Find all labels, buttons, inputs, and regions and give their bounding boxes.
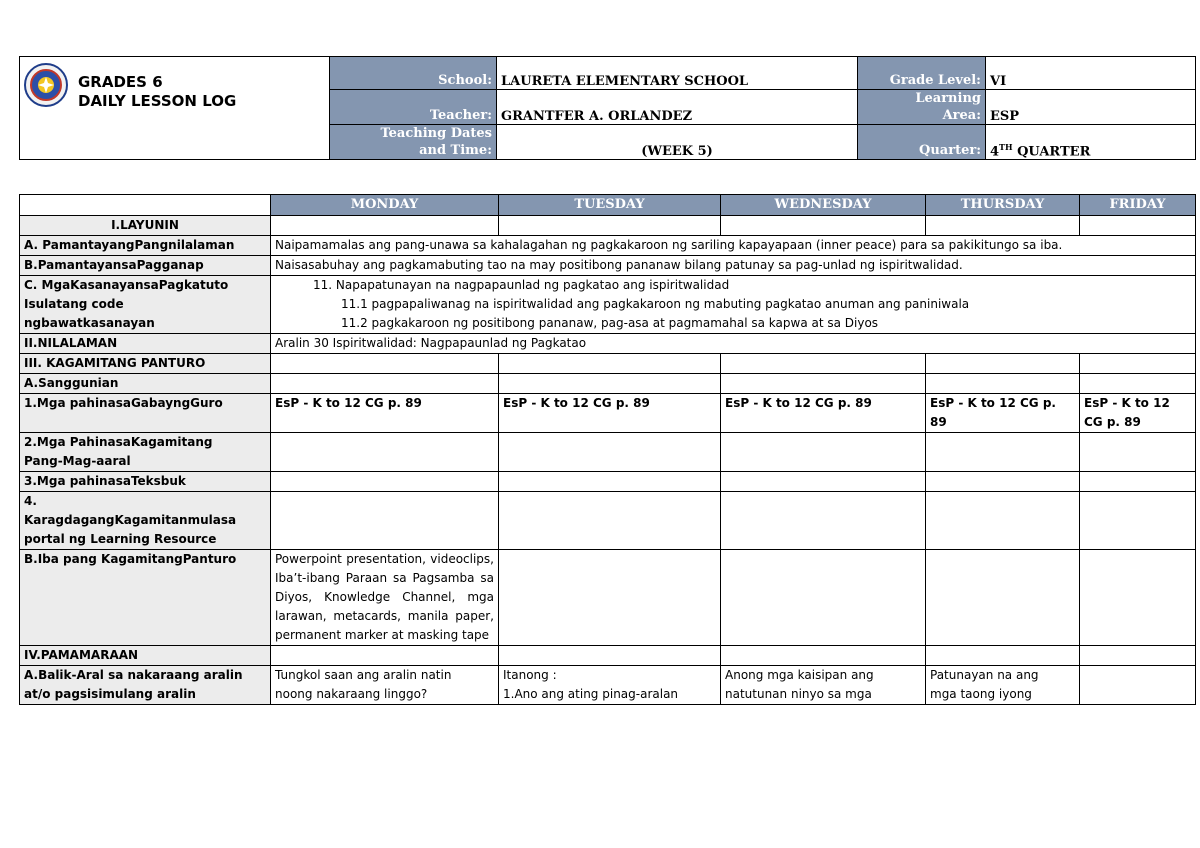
teksbuk-label: 3.Mga pahinasaTeksbuk xyxy=(20,472,271,492)
gabay-guro-thursday: EsP - K to 12 CG p. 89 xyxy=(926,394,1080,433)
grade-level-label: Grade Level: xyxy=(858,57,986,90)
kagamitan-cell xyxy=(499,354,721,374)
sanggunian-cell xyxy=(926,374,1080,394)
karagdagang-cell xyxy=(926,492,1080,550)
balik-aral-wednesday xyxy=(721,666,926,705)
teksbuk-cell xyxy=(499,472,721,492)
teacher-value: GRANTFER A. ORLANDEZ xyxy=(497,90,858,125)
kasanayan-label-line2: Isulatang code xyxy=(24,297,124,311)
iba-pang-kagamitan-cell xyxy=(1080,550,1196,646)
pamamaraan-label: IV.PAMAMARAAN xyxy=(20,646,271,666)
pagganap-label: B.PamantayansaPagganap xyxy=(20,256,271,276)
pang-mag-aaral-row xyxy=(20,433,1196,472)
iba-pang-kagamitan-row xyxy=(20,550,1196,646)
karagdagang-cell xyxy=(1080,492,1196,550)
quarter-text: QUARTER xyxy=(1012,144,1091,159)
pagganap-row xyxy=(20,256,1196,276)
gabay-guro-tuesday: EsP - K to 12 CG p. 89 xyxy=(499,394,721,433)
grade-level-value: VI xyxy=(986,57,1196,90)
kagamitan-row xyxy=(20,354,1196,374)
day-wednesday: WEDNESDAY xyxy=(721,195,926,216)
kagamitan-label: III. KAGAMITANG PANTURO xyxy=(20,354,271,374)
day-friday: FRIDAY xyxy=(1080,195,1196,216)
teksbuk-cell xyxy=(271,472,499,492)
pang-mag-aaral-cell xyxy=(271,433,499,472)
learning-area-label-line1: Learning xyxy=(915,91,981,106)
kagamitan-cell xyxy=(271,354,499,374)
sanggunian-cell xyxy=(1080,374,1196,394)
school-label: School: xyxy=(330,57,497,90)
pang-mag-aaral-label-line2: Pang-Mag-aaral xyxy=(24,454,131,468)
balik-aral-tuesday-line1: Itanong : xyxy=(503,668,557,682)
karagdagang-cell xyxy=(721,492,926,550)
karagdagang-row xyxy=(20,492,1196,550)
layunin-cell xyxy=(499,216,721,236)
balik-aral-row xyxy=(20,666,1196,705)
iba-pang-kagamitan-cell xyxy=(926,550,1080,646)
gabay-guro-monday: EsP - K to 12 CG p. 89 xyxy=(271,394,499,433)
balik-aral-tuesday-line2: 1.Ano ang ating pinag-aralan xyxy=(503,687,679,701)
teaching-dates-label xyxy=(330,125,497,160)
layunin-cell xyxy=(1080,216,1196,236)
pagganap-value: Naisasabuhay ang pagkamabuting tao na may positibong pananaw bilang patunay sa pag-unlad ng ispiritwalidad. xyxy=(271,256,1196,276)
day-tuesday: TUESDAY xyxy=(499,195,721,216)
balik-aral-friday xyxy=(1080,666,1196,705)
title-grade: GRADES 6 xyxy=(78,73,163,91)
teksbuk-row xyxy=(20,472,1196,492)
document-title xyxy=(78,73,236,111)
pang-mag-aaral-cell xyxy=(721,433,926,472)
pamantayang-value: Naipamamalas ang pang-unawa sa kahalagahan ng pagkakaroon ng sariling kapayapaan (inner peace) para sa pakikitungo sa iba. xyxy=(271,236,1196,256)
karagdagang-label-line2: KaragdagangKagamitanmulasa xyxy=(24,513,237,527)
teaching-dates-label-line2: and Time: xyxy=(419,143,492,158)
quarter-suffix: TH xyxy=(999,141,1013,152)
quarter-value xyxy=(986,125,1196,160)
pamamaraan-cell xyxy=(721,646,926,666)
balik-aral-label-line1: A.Balik-Aral sa nakaraang aralin xyxy=(24,668,243,682)
balik-aral-label-line2: at/o pagsisimulang aralin xyxy=(24,687,196,701)
pamamaraan-cell xyxy=(1080,646,1196,666)
pang-mag-aaral-label xyxy=(20,433,271,472)
deped-seal-icon xyxy=(24,63,68,107)
gabay-guro-label: 1.Mga pahinasaGabayngGuro xyxy=(20,394,271,433)
layunin-label: I.LAYUNIN xyxy=(20,216,271,236)
kagamitan-cell xyxy=(721,354,926,374)
nilalaman-label: II.NILALAMAN xyxy=(20,334,271,354)
balik-aral-wednesday-line1: Anong mga kaisipan ang xyxy=(725,668,874,682)
pamamaraan-cell xyxy=(499,646,721,666)
school-value: LAURETA ELEMENTARY SCHOOL xyxy=(497,57,858,90)
learning-area-label xyxy=(858,90,986,125)
day-header-row xyxy=(20,195,1196,216)
pamantayang-row xyxy=(20,236,1196,256)
karagdagang-label xyxy=(20,492,271,550)
balik-aral-wednesday-line2: natutunan ninyo sa mga xyxy=(725,687,872,701)
sanggunian-cell xyxy=(499,374,721,394)
pamamaraan-cell xyxy=(271,646,499,666)
balik-aral-label xyxy=(20,666,271,705)
balik-aral-thursday-line2: mga taong iyong xyxy=(930,687,1032,701)
kasanayan-line-11-2: 11.2 pagkakaroon ng positibong pananaw, pag-asa at pagmamahal sa kapwa at sa Diyos xyxy=(341,316,879,330)
karagdagang-cell xyxy=(271,492,499,550)
learning-area-value: ESP xyxy=(986,90,1196,125)
layunin-cell xyxy=(721,216,926,236)
kagamitan-cell xyxy=(1080,354,1196,374)
karagdagang-label-line1: 4. xyxy=(24,494,37,508)
pamamaraan-row xyxy=(20,646,1196,666)
sanggunian-cell xyxy=(721,374,926,394)
quarter-number: 4 xyxy=(990,144,1000,159)
iba-pang-kagamitan-monday: Powerpoint presentation, videoclips, Iba’t-ibang Paraan sa Pagsamba sa Diyos, Knowledge Channel, mga larawan, metacards, manila paper, permanent marker at masking tape xyxy=(271,550,499,646)
balik-aral-thursday-line1: Patunayan na ang xyxy=(930,668,1039,682)
sanggunian-cell xyxy=(271,374,499,394)
pang-mag-aaral-label-line1: 2.Mga PahinasaKagamitang xyxy=(24,435,213,449)
kagamitan-cell xyxy=(926,354,1080,374)
layunin-cell xyxy=(271,216,499,236)
kasanayan-label-line1: C. MgaKasanayansaPagkatuto xyxy=(24,278,229,292)
kasanayan-value xyxy=(271,276,1196,334)
balik-aral-monday-line1: Tungkol saan ang aralin natin xyxy=(275,668,452,682)
kasanayan-label xyxy=(20,276,271,334)
pang-mag-aaral-cell xyxy=(499,433,721,472)
balik-aral-tuesday xyxy=(499,666,721,705)
teksbuk-cell xyxy=(721,472,926,492)
day-thursday: THURSDAY xyxy=(926,195,1080,216)
learning-area-label-line2: Area: xyxy=(942,108,981,123)
karagdagang-label-line3: portal ng Learning Resource xyxy=(24,532,217,546)
quarter-label: Quarter: xyxy=(858,125,986,160)
karagdagang-cell xyxy=(499,492,721,550)
nilalaman-row xyxy=(20,334,1196,354)
kasanayan-label-line3: ngbawatkasanayan xyxy=(24,316,155,330)
corner-cell xyxy=(20,195,271,216)
title-cell xyxy=(20,57,330,160)
balik-aral-monday xyxy=(271,666,499,705)
teksbuk-cell xyxy=(926,472,1080,492)
gabay-guro-wednesday: EsP - K to 12 CG p. 89 xyxy=(721,394,926,433)
pang-mag-aaral-cell xyxy=(1080,433,1196,472)
pamamaraan-cell xyxy=(926,646,1080,666)
day-monday: MONDAY xyxy=(271,195,499,216)
gabay-guro-row xyxy=(20,394,1196,433)
layunin-row xyxy=(20,216,1196,236)
teaching-dates-label-line1: Teaching Dates xyxy=(380,126,492,141)
layunin-cell xyxy=(926,216,1080,236)
balik-aral-thursday xyxy=(926,666,1080,705)
sanggunian-row xyxy=(20,374,1196,394)
sanggunian-label: A.Sanggunian xyxy=(20,374,271,394)
pamantayang-label: A. PamantayangPangnilalaman xyxy=(20,236,271,256)
kasanayan-line-11-1: 11.1 pagpapaliwanag na ispiritwalidad ang pagkakaroon ng mabuting pagkatao anuman ang paniniwala xyxy=(341,297,970,311)
pang-mag-aaral-cell xyxy=(926,433,1080,472)
kasanayan-row xyxy=(20,276,1196,334)
iba-pang-kagamitan-cell xyxy=(499,550,721,646)
teksbuk-cell xyxy=(1080,472,1196,492)
teacher-label: Teacher: xyxy=(330,90,497,125)
title-daily-lesson-log: DAILY LESSON LOG xyxy=(78,92,237,110)
teaching-dates-value: (WEEK 5) xyxy=(497,125,858,160)
kasanayan-line-11: 11. Napapatunayan na nagpapaunlad ng pagkatao ang ispiritwalidad xyxy=(313,278,730,292)
iba-pang-kagamitan-label: B.Iba pang KagamitangPanturo xyxy=(20,550,271,646)
iba-pang-kagamitan-cell xyxy=(721,550,926,646)
balik-aral-monday-line2: noong nakaraang linggo? xyxy=(275,687,428,701)
lesson-plan-table xyxy=(19,194,1196,705)
gabay-guro-friday: EsP - K to 12 CG p. 89 xyxy=(1080,394,1196,433)
lesson-log-header xyxy=(19,56,1196,160)
nilalaman-value: Aralin 30 Ispiritwalidad: Nagpapaunlad ng Pagkatao xyxy=(271,334,1196,354)
